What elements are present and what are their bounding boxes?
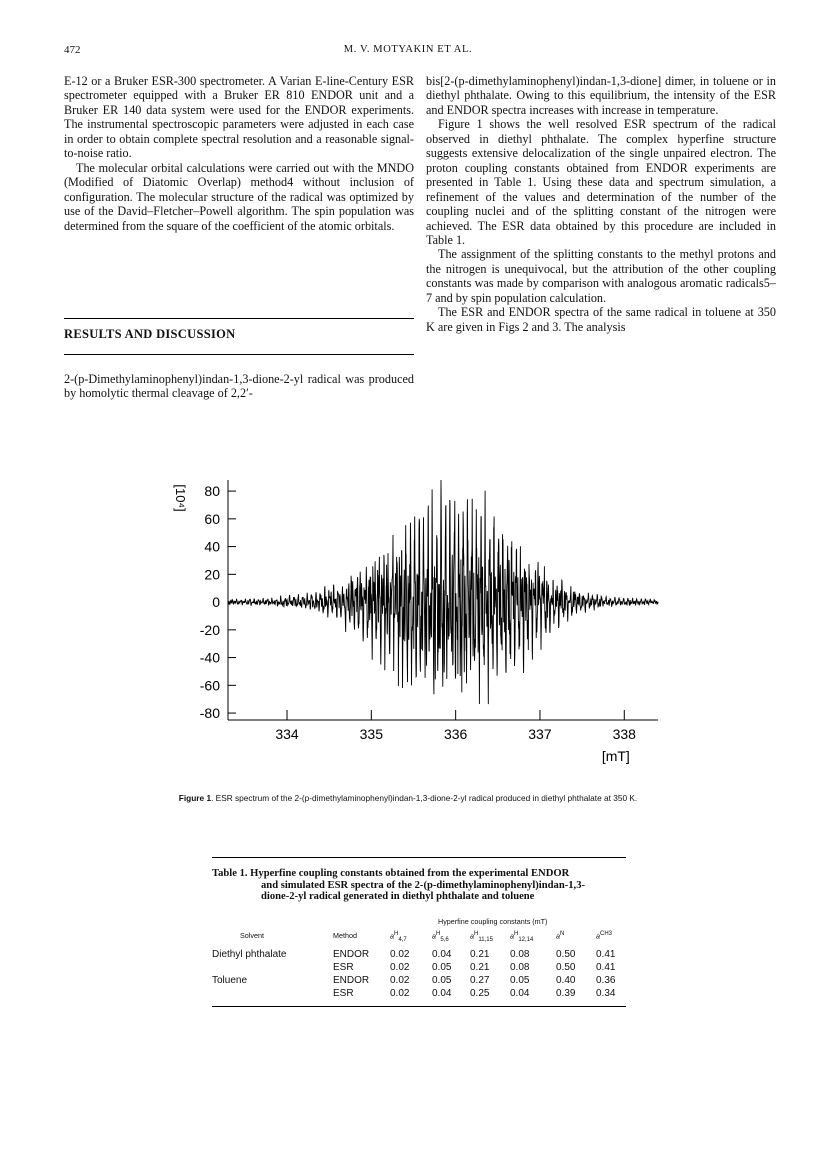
col-header-a1115: $a^H_{11,15}$ xyxy=(470,931,493,943)
table-caption-line-3: dione-2-yl radical generated in diethyl phthalate and toluene xyxy=(261,891,535,902)
table-cell-a1214: 0.05 xyxy=(510,975,530,986)
table-cell-method: ENDOR xyxy=(333,949,370,960)
col-header-aN: $a^N$ xyxy=(556,931,565,941)
table-cell-solvent: Diethyl phthalate xyxy=(212,949,287,960)
section-heading: RESULTS AND DISCUSSION xyxy=(64,318,414,355)
col-header-method: Method xyxy=(333,931,357,940)
table-column-header-row xyxy=(212,931,626,944)
figure-caption xyxy=(0,793,816,803)
table-cell-a1214: 0.04 xyxy=(510,988,530,999)
table-row xyxy=(212,988,626,1001)
y-tick-label: 20 xyxy=(204,566,220,583)
table-cell-method: ENDOR xyxy=(333,975,370,986)
col-header-a56: $a^H_{5,6}$ xyxy=(432,931,449,943)
col-header-a1214: $a^H_{12,14}$ xyxy=(510,931,534,943)
table-cell-a56: 0.04 xyxy=(432,949,452,960)
x-axis-label: [mT] xyxy=(601,748,630,764)
table-caption-line-2: and simulated ESR spectra of the 2-(p-dimethylaminophenyl)indan-1,3- xyxy=(261,879,586,891)
table-cell-a1115: 0.21 xyxy=(470,949,490,960)
table-1 xyxy=(212,857,626,999)
col-header-aCH3: $a^{CH3}$ xyxy=(596,931,613,941)
table-cell-aN: 0.39 xyxy=(556,988,576,999)
figure1-paragraph: Figure 1 shows the well resolved ESR spectrum of the radical observed in diethyl phthalate. The complex hyperfine structure suggests extensive delocalization of the single unpaired electron. The proton coupling constants obtained from ENDOR experiments are presented in Table 1. Using these data and spectrum simulation, a refinement of the values and determination of the number of the coupling nuclei and of the splitting constant of the nitrogen were achieved. The ESR data obtained by this procedure are included in Table 1. xyxy=(426,117,776,247)
right-column xyxy=(426,74,776,334)
table-cell-a1214: 0.08 xyxy=(510,949,530,960)
y-tick-label: -80 xyxy=(199,705,220,722)
table-cell-aCH3: 0.34 xyxy=(596,988,616,999)
table-cell-aN: 0.50 xyxy=(556,962,576,973)
table-cell-a1115: 0.27 xyxy=(470,975,490,986)
esr-spectrum-chart xyxy=(150,358,670,798)
table-cell-a56: 0.05 xyxy=(432,962,452,973)
table-cell-a47: 0.02 xyxy=(390,962,410,973)
table-cell-aCH3: 0.41 xyxy=(596,962,616,973)
table-cell-method: ESR xyxy=(333,962,354,973)
table-cell-a1115: 0.25 xyxy=(470,988,490,999)
y-tick-label: -40 xyxy=(199,649,220,666)
table-cell-a1214: 0.08 xyxy=(510,962,530,973)
table-caption-line-1: Table 1. Hyperfine coupling constants obtained from the experimental ENDOR xyxy=(212,868,570,879)
x-tick-label: 335 xyxy=(359,726,384,742)
y-tick-label: 60 xyxy=(204,510,220,527)
table-cell-solvent: Toluene xyxy=(212,975,248,986)
x-tick-label: 334 xyxy=(275,726,299,742)
table-cell-a56: 0.04 xyxy=(432,988,452,999)
col-header-solvent: Solvent xyxy=(240,931,264,940)
table-cell-aCH3: 0.41 xyxy=(596,949,616,960)
y-tick-label: -60 xyxy=(199,677,220,694)
assignment-paragraph: The assignment of the splitting constants to the methyl protons and the nitrogen is unequivocal, but the attribution of the other coupling constants was made by comparison with analogous aromatic radicals5–7 and by spin population calculation. xyxy=(426,247,776,305)
table-cell-a47: 0.02 xyxy=(390,949,410,960)
dimer-paragraph: bis[2-(p-dimethylaminophenyl)indan-1,3-dione] dimer, in toluene or in diethyl phthalate. Owing to this equilibrium, the intensity of the ESR and ENDOR spectra increases with increase in temperature. xyxy=(426,74,776,117)
table-group-header: Hyperfine coupling constants (mT) xyxy=(438,917,548,926)
table-row xyxy=(212,975,626,988)
table-group-header-row xyxy=(212,917,626,930)
page-number: 472 xyxy=(64,44,81,56)
mo-calculation-paragraph: The molecular orbital calculations were carried out with the MNDO (Modified of Diatomic Overlap) method4 without inclusion of configuration. The molecular structure of the radical was optimized by use of the David–Fletcher–Powell algorithm. The spin population was determined from the square of the coefficient of the atomic orbitals. xyxy=(64,160,414,233)
table-cell-method: ESR xyxy=(333,988,354,999)
table-row xyxy=(212,949,626,962)
y-tick-label: 0 xyxy=(212,594,220,611)
left-column xyxy=(64,74,414,233)
table-cell-a56: 0.05 xyxy=(432,975,452,986)
spectrum-trace xyxy=(228,480,658,704)
y-tick-label: 40 xyxy=(204,538,220,555)
table-cell-aN: 0.50 xyxy=(556,949,576,960)
table-cell-aCH3: 0.36 xyxy=(596,975,616,986)
figure-caption-text: . ESR spectrum of the 2-(p-dimethylaminophenyl)indan-1,3-dione-2-yl radical produced in diethyl phthalate at 350 K. xyxy=(211,793,638,803)
methods-paragraph: E-12 or a Bruker ESR-300 spectrometer. A Varian E-line-Century ESR spectrometer equipped with a Bruker ER 810 ENDOR unit and a Bruker ER 140 data system were used for the ENDOR experiments. The instrumental spectroscopic parameters were adjusted in each case in order to obtain complete spectral resolution and a reasonable signal-to-noise ratio. xyxy=(64,74,414,161)
results-paragraph: 2-(p-Dimethylaminophenyl)indan-1,3-dione-2-yl radical was produced by homolytic thermal cleavage of 2,2′- xyxy=(64,372,414,401)
col-header-a47: $a^H_{4,7}$ xyxy=(390,931,407,943)
table-cell-a47: 0.02 xyxy=(390,988,410,999)
x-tick-label: 338 xyxy=(612,726,636,742)
running-head: M. V. MOTYAKIN ET AL. xyxy=(343,44,473,55)
table-cell-a1115: 0.21 xyxy=(470,962,490,973)
table-row xyxy=(212,962,626,975)
table-caption xyxy=(212,858,626,903)
y-axis-label: [10⁴] xyxy=(173,484,188,512)
esr-spectrum-figure xyxy=(150,358,670,798)
x-tick-label: 336 xyxy=(443,726,468,742)
y-tick-label: -20 xyxy=(199,621,220,638)
table-cell-a47: 0.02 xyxy=(390,975,410,986)
figure-caption-label: Figure 1 xyxy=(178,793,212,803)
y-tick-label: 80 xyxy=(204,483,220,500)
table-bottom-rule xyxy=(212,1006,626,1007)
table-cell-aN: 0.40 xyxy=(556,975,576,986)
toluene-paragraph: The ESR and ENDOR spectra of the same radical in toluene at 350 K are given in Figs 2 and 3. The analysis xyxy=(426,305,776,334)
x-tick-label: 337 xyxy=(528,726,552,742)
